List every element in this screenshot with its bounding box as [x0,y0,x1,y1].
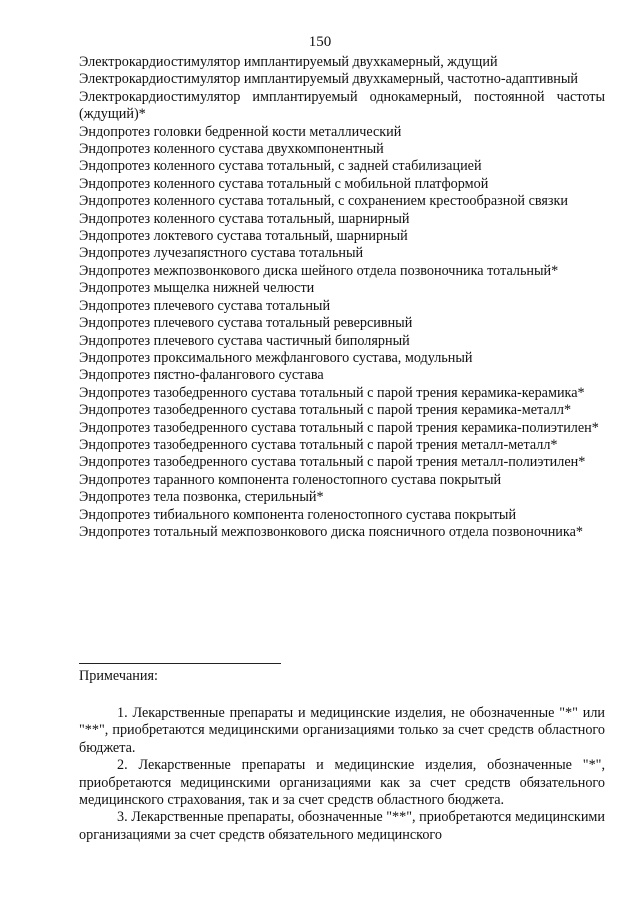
list-item: Эндопротез плечевого сустава частичный биполярный [79,332,410,349]
list-item: Эндопротез коленного сустава двухкомпонентный [79,141,384,158]
list-item: Эндопротез пястно-фалангового сустава [79,367,324,384]
list-item: Электрокардиостимулятор имплантируемый двухкамерный, ждущий [79,54,498,70]
list-item: Эндопротез тотальный межпозвонкового диска поясничного отдела позвоночника* [79,523,583,540]
footnote-divider [79,663,281,664]
list-item: Эндопротез тазобедренного сустава тотальный с парой трения керамика-керамика* [79,384,585,401]
list-item: Эндопротез локтевого сустава тотальный, шарнирный [79,228,408,245]
list-item: Эндопротез мыщелка нижней челюсти [79,280,315,297]
list-item: Эндопротез лучезапястного сустава тотальный [79,245,364,262]
list-item: Эндопротез плечевого сустава тотальный реверсивный [79,315,413,332]
list-item: Эндопротез коленного сустава тотальный, с задней стабилизацией [79,158,482,175]
list-item: Эндопротез таранного компонента голеностопного сустава покрытый [79,471,502,488]
list-item: Эндопротез плечевого сустава тотальный [79,297,331,314]
note-paragraph: 2. Лекарственные препараты и медицинские изделия, обозначенные "*", приобретаются медицинскими организациями как за счет средств обязательного медицинского страхования, так и за счет средств областного бюджета. [79,757,605,809]
notes-section [79,705,605,844]
page-number: 150 [308,34,332,50]
device-list [79,54,605,541]
list-item: Эндопротез тибиального компонента голеностопного сустава покрытый [79,506,517,523]
list-item: Эндопротез коленного сустава тотальный, шарнирный [79,210,410,227]
list-item: Эндопротез коленного сустава тотальный, с сохранением крестообразной связки [79,193,568,210]
list-item: Эндопротез проксимального межфлангового сустава, модульный [79,349,473,366]
list-item: Эндопротез тазобедренного сустава тотальный с парой трения керамика-металл* [79,402,572,419]
note-paragraph: 1. Лекарственные препараты и медицинские изделия, не обозначенные "*" или "**", приобретаются медицинскими организациями только за счет средств областного бюджета. [79,705,605,756]
list-item: Электрокардиостимулятор имплантируемый однокамерный, постоянной частоты (ждущий)* [79,88,605,123]
list-item: Эндопротез тазобедренного сустава тотальный с парой трения металл-металл* [79,436,558,453]
list-item: Эндопротез коленного сустава тотальный с мобильной платформой [79,175,489,192]
list-item: Эндопротез тазобедренного сустава тотальный с парой трения керамика-полиэтилен* [79,419,599,436]
list-item: Эндопротез межпозвонкового диска шейного отдела позвоночника тотальный* [79,262,559,279]
list-item: Эндопротез тазобедренного сустава тотальный с парой трения металл-полиэтилен* [79,454,586,471]
notes-heading: Примечания: [79,668,158,684]
list-item: Эндопротез головки бедренной кости металлический [79,123,402,140]
list-item: Эндопротез тела позвонка, стерильный* [79,489,324,506]
note-paragraph: 3. Лекарственные препараты, обозначенные "**", приобретаются медицинскими организациями за счет средств обязательного медицинского [79,809,605,843]
list-item: Электрокардиостимулятор имплантируемый двухкамерный, частотно-адаптивный [79,71,578,88]
